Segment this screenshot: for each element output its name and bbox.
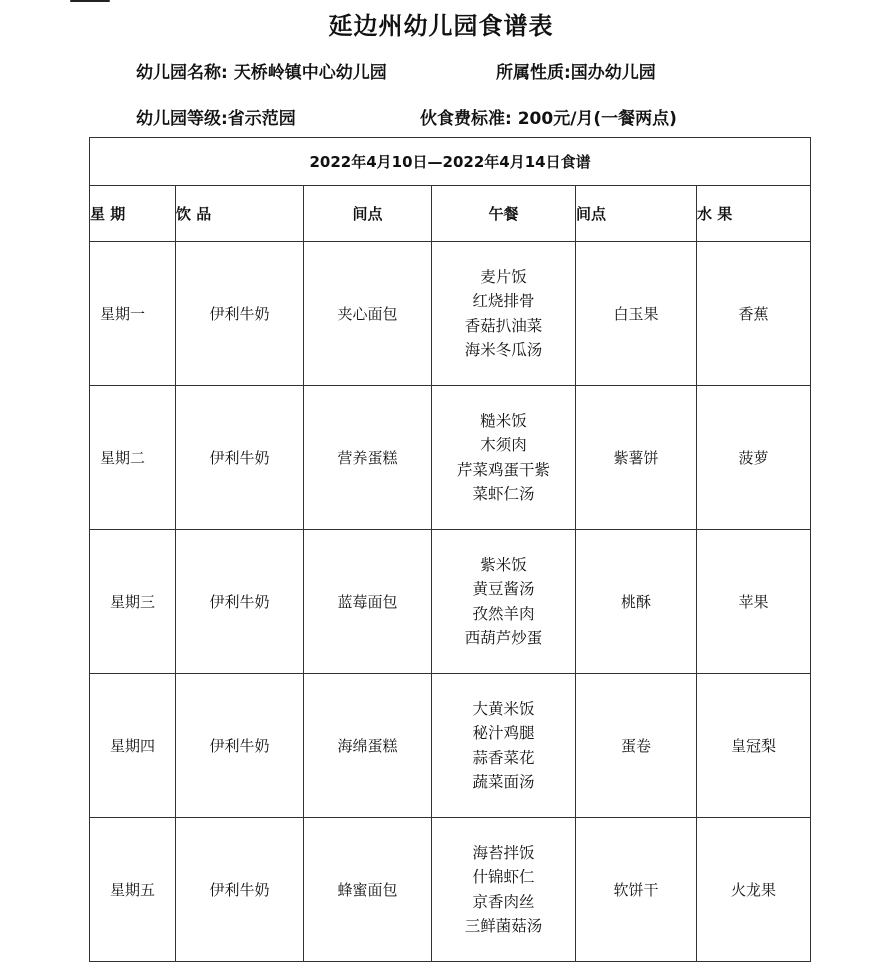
meal-fee-standard: 伙食费标准: 200元/月(一餐两点) <box>420 109 677 129</box>
snack1-cell: 海绵蛋糕 <box>304 674 432 818</box>
snack2-cell: 紫薯饼 <box>576 386 697 530</box>
lunch-item: 孜然羊肉 <box>472 604 535 623</box>
lunch-item: 大黄米饭 <box>472 699 535 718</box>
kindergarten-nature: 所属性质:国办幼儿园 <box>496 63 656 83</box>
fruit-cell: 火龙果 <box>697 818 811 962</box>
table-row <box>90 818 811 962</box>
day-cell: 星期三 <box>90 530 176 674</box>
day-cell: 星期五 <box>90 818 176 962</box>
snack1-cell: 夹心面包 <box>304 242 432 386</box>
snack2-cell: 桃酥 <box>576 530 697 674</box>
lunch-item: 秘汁鸡腿 <box>472 724 535 742</box>
lunch-item: 麦片饭 <box>480 267 527 286</box>
lunch-item: 红烧排骨 <box>472 292 535 310</box>
header-day: 星 期 <box>90 186 176 242</box>
lunch-cell <box>432 530 576 674</box>
table-row <box>90 530 811 674</box>
day-cell: 星期四 <box>90 674 176 818</box>
week-title: 2022年4月10日—2022年4月14日食谱 <box>90 138 811 186</box>
lunch-cell <box>432 242 576 386</box>
drink-cell: 伊利牛奶 <box>176 818 304 962</box>
header-fruit: 水 果 <box>697 186 811 242</box>
lunch-item: 什锦虾仁 <box>472 868 535 886</box>
snack2-cell: 蛋卷 <box>576 674 697 818</box>
snack1-cell: 营养蛋糕 <box>304 386 432 530</box>
snack1-cell: 蜂蜜面包 <box>304 818 432 962</box>
lunch-cell <box>432 386 576 530</box>
drink-cell: 伊利牛奶 <box>176 530 304 674</box>
table-row <box>90 386 811 530</box>
lunch-item: 黄豆酱汤 <box>472 580 535 598</box>
page-title: 延边州幼儿园食谱表 <box>328 12 554 40</box>
fruit-cell: 苹果 <box>697 530 811 674</box>
lunch-item: 糙米饭 <box>480 411 527 430</box>
lunch-item: 蒜香菜花 <box>472 748 535 767</box>
table-row <box>90 674 811 818</box>
snack2-cell: 软饼干 <box>576 818 697 962</box>
lunch-item: 木须肉 <box>480 436 527 454</box>
snack1-cell: 蓝莓面包 <box>304 530 432 674</box>
header-snack-1: 间点 <box>304 186 432 242</box>
week-title-row <box>90 138 811 186</box>
fruit-cell: 菠萝 <box>697 386 811 530</box>
kindergarten-name: 幼儿园名称: 天桥岭镇中心幼儿园 <box>136 63 387 83</box>
lunch-item: 紫米饭 <box>480 555 527 574</box>
lunch-item: 京香肉丝 <box>472 892 535 911</box>
lunch-item: 海苔拌饭 <box>472 843 535 862</box>
drink-cell: 伊利牛奶 <box>176 386 304 530</box>
day-cell: 星期一 <box>90 242 176 386</box>
snack2-cell: 白玉果 <box>576 242 697 386</box>
lunch-item: 蔬菜面汤 <box>472 773 535 791</box>
menu-table <box>89 137 811 962</box>
lunch-item: 海米冬瓜汤 <box>464 341 543 359</box>
top-edge-mark <box>70 0 110 2</box>
fruit-cell: 香蕉 <box>697 242 811 386</box>
header-row <box>90 186 811 242</box>
header-lunch: 午餐 <box>432 186 576 242</box>
header-snack-2: 间点 <box>576 186 697 242</box>
header-drink: 饮 品 <box>176 186 304 242</box>
drink-cell: 伊利牛奶 <box>176 242 304 386</box>
lunch-item: 芹菜鸡蛋干紫 <box>456 460 550 479</box>
fruit-cell: 皇冠梨 <box>697 674 811 818</box>
lunch-cell <box>432 818 576 962</box>
lunch-item: 菜虾仁汤 <box>472 485 535 503</box>
lunch-item: 三鲜菌菇汤 <box>464 917 543 935</box>
lunch-item: 西葫芦炒蛋 <box>464 629 543 647</box>
drink-cell: 伊利牛奶 <box>176 674 304 818</box>
day-cell: 星期二 <box>90 386 176 530</box>
lunch-item: 香菇扒油菜 <box>464 316 543 335</box>
kindergarten-level: 幼儿园等级:省示范园 <box>136 109 296 129</box>
table-row <box>90 242 811 386</box>
lunch-cell <box>432 674 576 818</box>
